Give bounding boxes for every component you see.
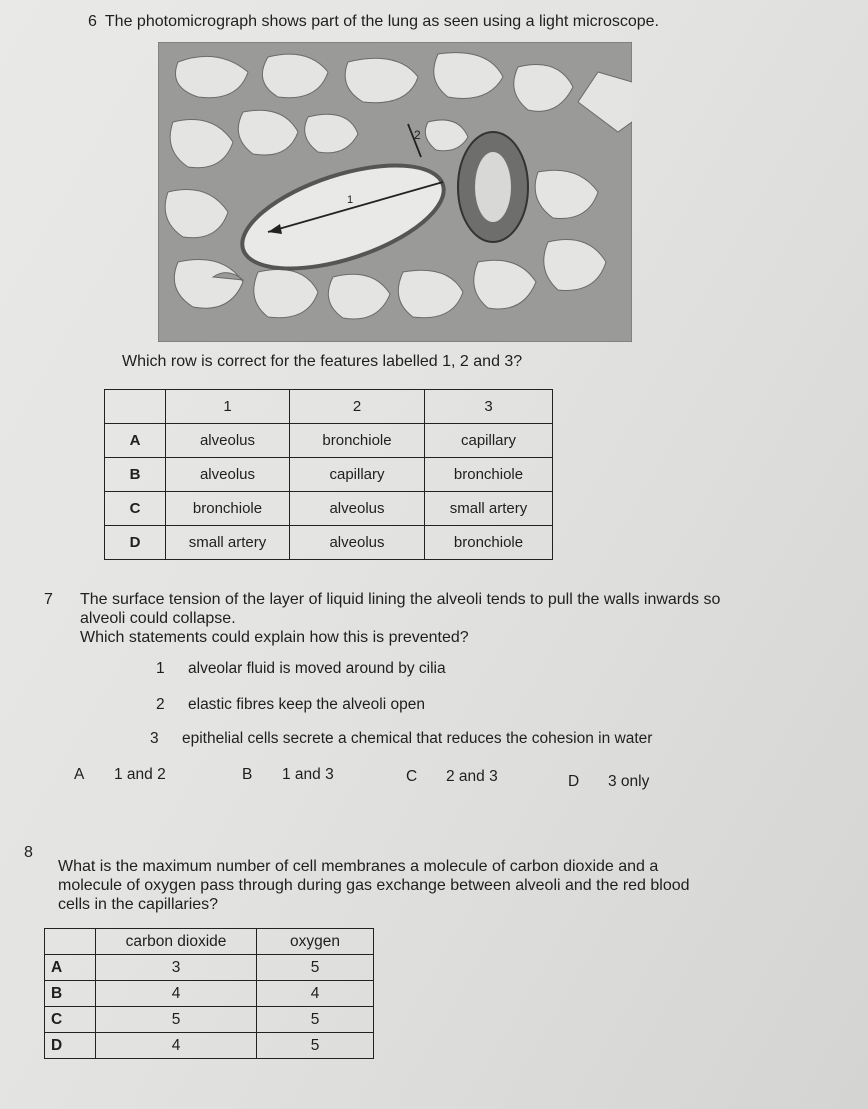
q8-number: 8 [24,844,33,861]
table-cell: alveolus [166,424,290,458]
q8-answer-table [44,928,374,1059]
table-cell: small artery [166,526,290,560]
statement-number: 3 [150,730,159,747]
option-text: 3 only [608,773,650,790]
row-letter: C [45,1007,96,1033]
table-row [105,458,553,492]
row-letter: A [105,424,166,458]
table-cell: bronchiole [166,492,290,526]
table-cell: bronchiole [425,458,553,492]
table-cell: bronchiole [290,424,425,458]
table-header-row [45,929,374,955]
table-cell: 5 [257,1007,374,1033]
statement-number: 2 [156,696,165,713]
row-letter: D [105,526,166,560]
q7-option-b[interactable] [242,766,334,784]
option-letter: D [568,773,580,790]
table-cell: 4 [257,981,374,1007]
row-letter: C [105,492,166,526]
table-cell: 4 [96,1033,257,1059]
q7-number: 7 [44,591,53,608]
table-cell: 5 [257,1033,374,1059]
q7-line-2: alveoli could collapse. [80,610,236,627]
table-cell: 5 [257,955,374,981]
q6-answer-table [104,389,553,560]
q6-question: Which row is correct for the features labelled 1, 2 and 3? [122,353,523,370]
table-row [45,981,374,1007]
table-header-row [105,390,553,424]
header-cell: carbon dioxide [96,929,257,955]
q7-statement-2 [156,696,425,714]
option-text: 1 and 3 [282,766,334,783]
micro-label-2: 2 [414,128,421,142]
table-cell: 4 [96,981,257,1007]
table-cell: bronchiole [425,526,553,560]
q8-line-1: What is the maximum number of cell membranes a molecule of carbon dioxide and a [58,858,659,875]
statement-text: elastic fibres keep the alveoli open [188,696,425,713]
q7-option-c[interactable] [406,768,498,786]
header-cell: oxygen [257,929,374,955]
table-row [45,955,374,981]
q7-option-d[interactable] [568,773,649,791]
row-letter: B [105,458,166,492]
lung-photomicrograph [158,42,632,342]
table-row [105,492,553,526]
table-row [45,1033,374,1059]
q7-line-1: The surface tension of the layer of liquid lining the alveoli tends to pull the walls inwards so [80,591,721,608]
table-cell: 5 [96,1007,257,1033]
header-cell: 1 [166,390,290,424]
option-letter: A [74,766,85,783]
q7-line-3: Which statements could explain how this is prevented? [80,629,469,646]
q6-text: The photomicrograph shows part of the lung as seen using a light microscope. [104,13,659,30]
q7-statement-3 [150,730,652,748]
q6-number: 6 [88,13,97,30]
table-row [105,424,553,458]
table-cell: alveolus [166,458,290,492]
header-cell: 3 [425,390,553,424]
table-cell: capillary [290,458,425,492]
table-cell: capillary [425,424,553,458]
q8-line-2: molecule of oxygen pass through during gas exchange between alveoli and the red blood [58,877,690,894]
option-letter: B [242,766,253,783]
row-letter: A [45,955,96,981]
statement-text: alveolar fluid is moved around by cilia [188,660,446,677]
q7-option-a[interactable] [74,766,166,784]
statement-number: 1 [156,660,165,677]
table-cell: alveolus [290,526,425,560]
table-cell: small artery [425,492,553,526]
header-cell [105,390,166,424]
row-letter: B [45,981,96,1007]
option-letter: C [406,768,418,785]
row-letter: D [45,1033,96,1059]
option-text: 2 and 3 [446,768,498,785]
table-row [45,1007,374,1033]
statement-text: epithelial cells secrete a chemical that reduces the cohesion in water [182,730,653,747]
option-text: 1 and 2 [114,766,166,783]
micro-label-1: 1 [347,194,354,206]
table-row [105,526,553,560]
q6-header [88,12,659,31]
header-cell [45,929,96,955]
header-cell: 2 [290,390,425,424]
table-cell: 3 [96,955,257,981]
q7-statement-1 [156,660,446,678]
table-cell: alveolus [290,492,425,526]
q8-line-3: cells in the capillaries? [58,896,219,913]
